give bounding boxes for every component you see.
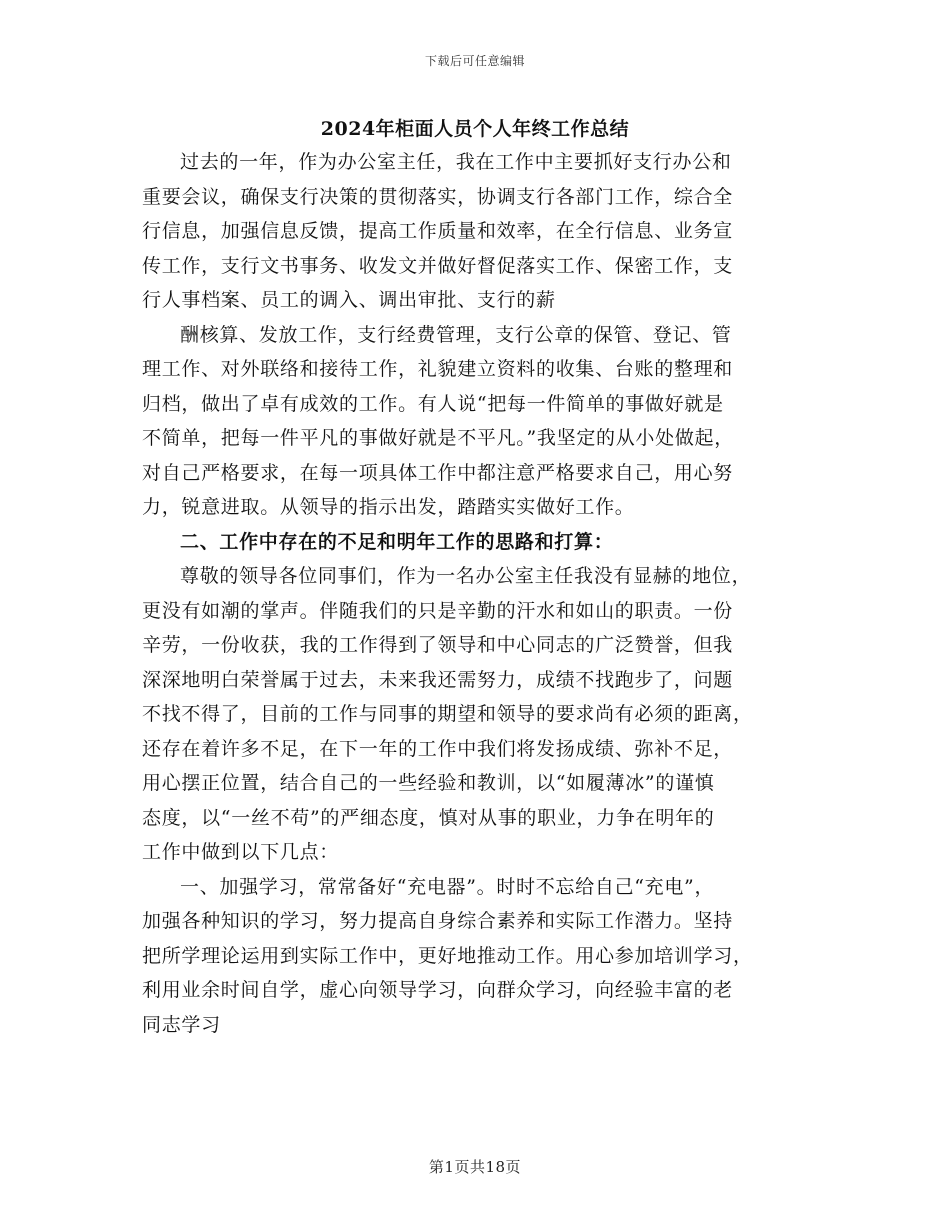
page-indicator: 第1页共18页 — [428, 1158, 522, 1176]
document-body — [142, 145, 808, 1042]
header-note: 下载后可任意编辑 — [424, 54, 525, 68]
paragraph-1: 过去的一年，作为办公室主任，我在工作中主要抓好支行办公和 重要会议，确保支行决策的贯彻落实，协调支行各部门工作，综合全 行信息，加强信息反馈，提高工作质量和效率，在全行信息、业务宣 传工作，支行文书事务、收发文并做好督促落实工作、保密工作，支 行人事档案、员工的调入、调出审批、支行的薪 — [142, 151, 734, 311]
paragraph-3: 尊敬的领导各位同事们，作为一名办公室主任我没有显赫的地位， 更没有如潮的掌声。伴随我们的只是辛勤的汗水和如山的职责。一份 辛劳，一份收获，我的工作得到了领导和中心同志的广泛赞誉，但我 深深地明白荣誉属于过去，未来我还需努力，成绩不找跑步了，问题 不找不得了，目前的工作与同事的期望和领导的要求尚有必须的距离， 还存在着许多不足，在下一年的工作中我们将发扬成绩、弥补不足， 用心摆正位置，结合自己的一些经验和教训，以“如履薄冰”的谨慎 态度，以“一丝不苟”的严细态度，慎对从事的职业，力争在明年的 工作中做到以下几点： — [142, 565, 753, 863]
section-heading: 二、工作中存在的不足和明年工作的思路和打算： — [180, 530, 614, 553]
paragraph-2: 酬核算、发放工作，支行经费管理，支行公章的保管、登记、管 理工作、对外联络和接待工作，礼貌建立资料的收集、台账的整理和 归档，做出了卓有成效的工作。有人说“把每一件简单的事做好就是 不简单，把每一件平凡的事做好就是不平凡。”我坚定的从小处做起， 对自己严格要求，在每一项具体工作中都注意严格要求自己，用心努 力，锐意进取。从领导的指示出发，踏踏实实做好工作。 — [142, 323, 734, 518]
document-title: 2024年柜面人员个人年终工作总结 — [320, 118, 630, 140]
paragraph-4: 一、加强学习，常常备好“充电器”。时时不忘给自己“充电”， 加强各种知识的学习，努力提高自身综合素养和实际工作潜力。坚持 把所学理论运用到实际工作中，更好地推动工作。用心参加培训学习， 利用业余时间自学，虚心向领导学习，向群众学习，向经验丰富的老 同志学习 — [142, 875, 753, 1036]
